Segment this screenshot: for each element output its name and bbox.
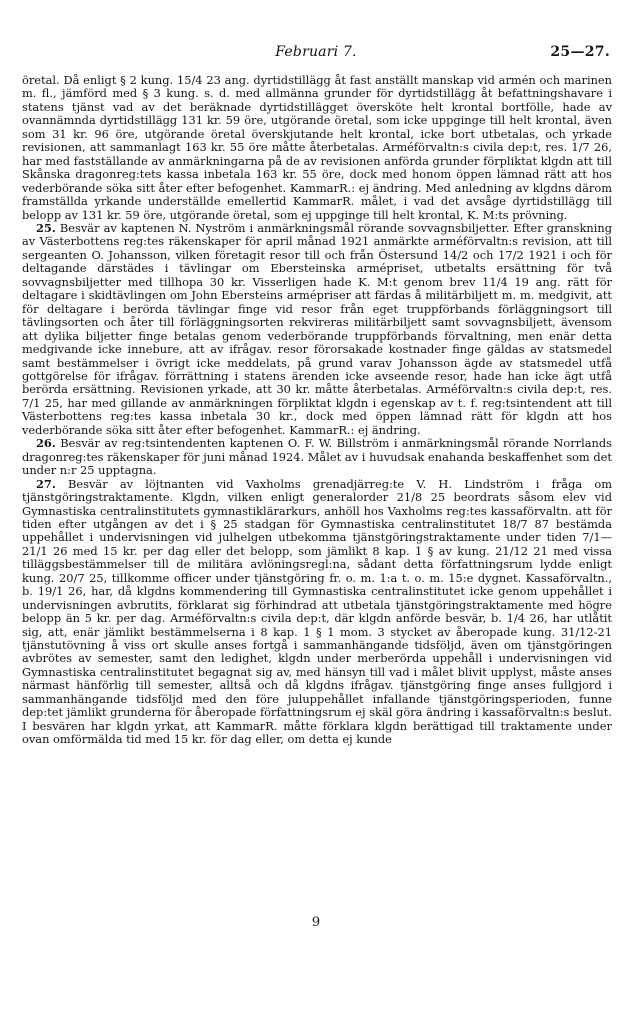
paragraph-text: Besvär av reg:tsintendenten kaptenen O. F. W. Billström i anmärkningsmål rörande Norrlands dragonreg:tes räkenskaper för juni månad 1924. Målet av i huvudsak enahanda beskaffenhet som det under n:r 25 upptagna. <box>22 436 613 478</box>
page-number: 9 <box>311 915 321 930</box>
paragraph-case-25 <box>22 222 612 437</box>
page-header <box>0 44 632 66</box>
body-text <box>22 74 612 747</box>
running-title: Februari 7. <box>275 44 357 60</box>
paragraph-case-27 <box>22 478 612 747</box>
paragraph-continuation <box>22 74 612 222</box>
case-number: 26. <box>36 436 56 451</box>
paragraph-text: Besvär av löjtnanten vid Vaxholms grenadjärreg:te V. H. Lindström i fråga om tjänstgöringstraktamente. Klgdn, vilken enligt generalorder 21/8 25 beordrats såsom elev vid Gymnastiska centralinstitutets gymnastiklärarkurs, anhöll hos Vaxholms reg:tes kassaförvaltn. att för tiden efter utgången av det i § 25 stadgan för Gymnastiska centralinstitutet 18/7 87 bestämda uppehållet i undervisningen vid julhelgen utbekomma tjänstgöringstraktamente under tiden 7/1—21/1 26 med 15 kr. per dag eller det belopp, som jämlikt 8 kap. 1 § av kung. 21/12 21 med vissa tilläggsbestämmelser till de militära avlöningsregl:na, sådant detta författningsrum lydde enligt kung. 20/7 25, tillkomme officer under tjänstgöring fr. o. m. 1:a t. o. m. 15:e dygnet. Kassaförvaltn., b. 19/1 26, har, då klgdns kommendering till Gymnastiska centralinstitutet icke genom uppehållet i undervisningen avbrutits, förklarat sig förhindrad att utbetala tjänstgöringstraktamente med högre belopp än 5 kr. per dag. Arméförvaltn:s civila dep:t, där klgdn anförde besvär, b. 1/4 26, har utlåtit sig, att, enär jämlikt bestämmelserna i 8 kap. 1 § 1 mom. 3 stycket av åberopade kung. 31/12-21 tjänstutövning å viss ort skulle anses fortgå i sammanhängande tidsföljd, även om tjänstgöringen avbrötes av semester, samt den ledighet, klgdn under merberörda uppehåll i undervisningen vid Gymnastiska centralinstitutet begagnat sig av, med hänsyn till vad i målet blivit upplyst, måste anses närmast hänförlig till semester, alltså och då klgdns ifrågav. tjänstgöring finge anses fullgjord i sammanhängande tidsföljd med den före juluppehållet infallande tjänstgöringsperioden, funne dep:tet jämlikt grunderna för åberopade författningsrum ej skäl göra ändring i kassaförvaltn:s beslut. I besvären har klgdn yrkat, att KammarR. måtte förklara klgdn berättigad till traktamente under ovan omförmälda tid med 15 kr. för dag eller, om detta ej kunde <box>22 476 612 747</box>
paragraph-text: Besvär av kaptenen N. Nyström i anmärkningsmål rörande sovvagnsbiljetter. Efter granskning av Västerbottens reg:tes räkenskaper för april månad 1921 anmärkte arméförvaltn:s revision, att till sergeanten O. Johansson, vilken företagit resor till och från Östersund 14/2 och 17/2 1921 i och för deltagande därstädes i tävlingar om Ebersteinska armépriset, utbetalts ersättning för två sovvagnsbiljetter med tillhopa 30 kr. Visserligen hade K. M:t genom brev 11/4 19 ang. rätt för deltagare i skidtävlingen om John Ebersteins armépriser att färdas å militärbiljett m. m. medgivit, att för deltagare i berörda tävlingar finge vid resor från eget truppförbands förläggningsort till tävlingsorten och åter till förläggningsorten rekvireras militärbiljett samt sovvagnsbiljett, ävensom att dylika biljetter finge betalas genom vederbörande truppförbands förvaltning, men enär detta medgivande icke innebure, att av ifrågav. resor förorsakade kostnader finge gäldas av statsmedel samt bestämmelser i övrigt icke meddelats, på grund varav Johansson ägde av statsmedel utfå gottgörelse för ifrågav. förrättning i statens ärenden icke avseende resor, hade han icke ägt utfå berörda ersättning. Revisionen yrkade, att 30 kr. måtte återbetalas. Arméförvaltn:s civila dep:t, res. 7/1 25, har med gillande av anmärkningen förpliktat klgdn i egenskap av t. f. reg:tsintendent att till Västerbottens reg:tes kassa inbetala 30 kr., dock med öppen lämnad rätt för klgdn att hos vederbörande söka sitt åter efter befogenhet. KammarR.: ej ändring. <box>22 220 613 437</box>
paragraph-text: öretal. Då enligt § 2 kung. 15/4 23 ang. dyrtidstillägg åt fast anställt manskap vid armén och marinen m. fl., jämförd med § 3 kung. s. d. med allmänna grunder för dyrtidstillägg åt befattningshavare i statens tjänst vad av det beräknade dyrtidstillägget översköte helt krontal bortfölle, hade av ovannämnda dyrtidstillägg 131 kr. 59 öre, utgörande öretal, som icke uppginge till helt krontal, även som 31 kr. 96 öre, utgörande öretal överskjutande helt krontal, icke bort utbetalas, och yrkade revisionen, att sammanlagt 163 kr. 55 öre måtte återbetalas. Arméförvaltn:s civila dep:t, res. 1/7 26, har med fastställande av anmärkningarna på de av revisionen anförda grunder förpliktat klgdn att till Skånska dragonreg:tets kassa inbetala 163 kr. 55 öre, dock med honom öppen lämnad rätt att hos vederbörande söka sitt åter efter befogenhet. KammarR.: ej ändring. Med anledning av klgdns därom framställda yrkande underställde emellertid KammarR. målet, i vad det avsåge dyrtidstillägg till belopp av 131 kr. 59 öre, utgörande öretal, som ej uppginge till helt krontal, K. M:ts prövning. <box>22 73 612 222</box>
case-number-range: 25—27. <box>550 44 610 60</box>
paragraph-case-26 <box>22 437 612 477</box>
case-number: 25. <box>36 220 56 235</box>
case-number: 27. <box>36 476 56 491</box>
